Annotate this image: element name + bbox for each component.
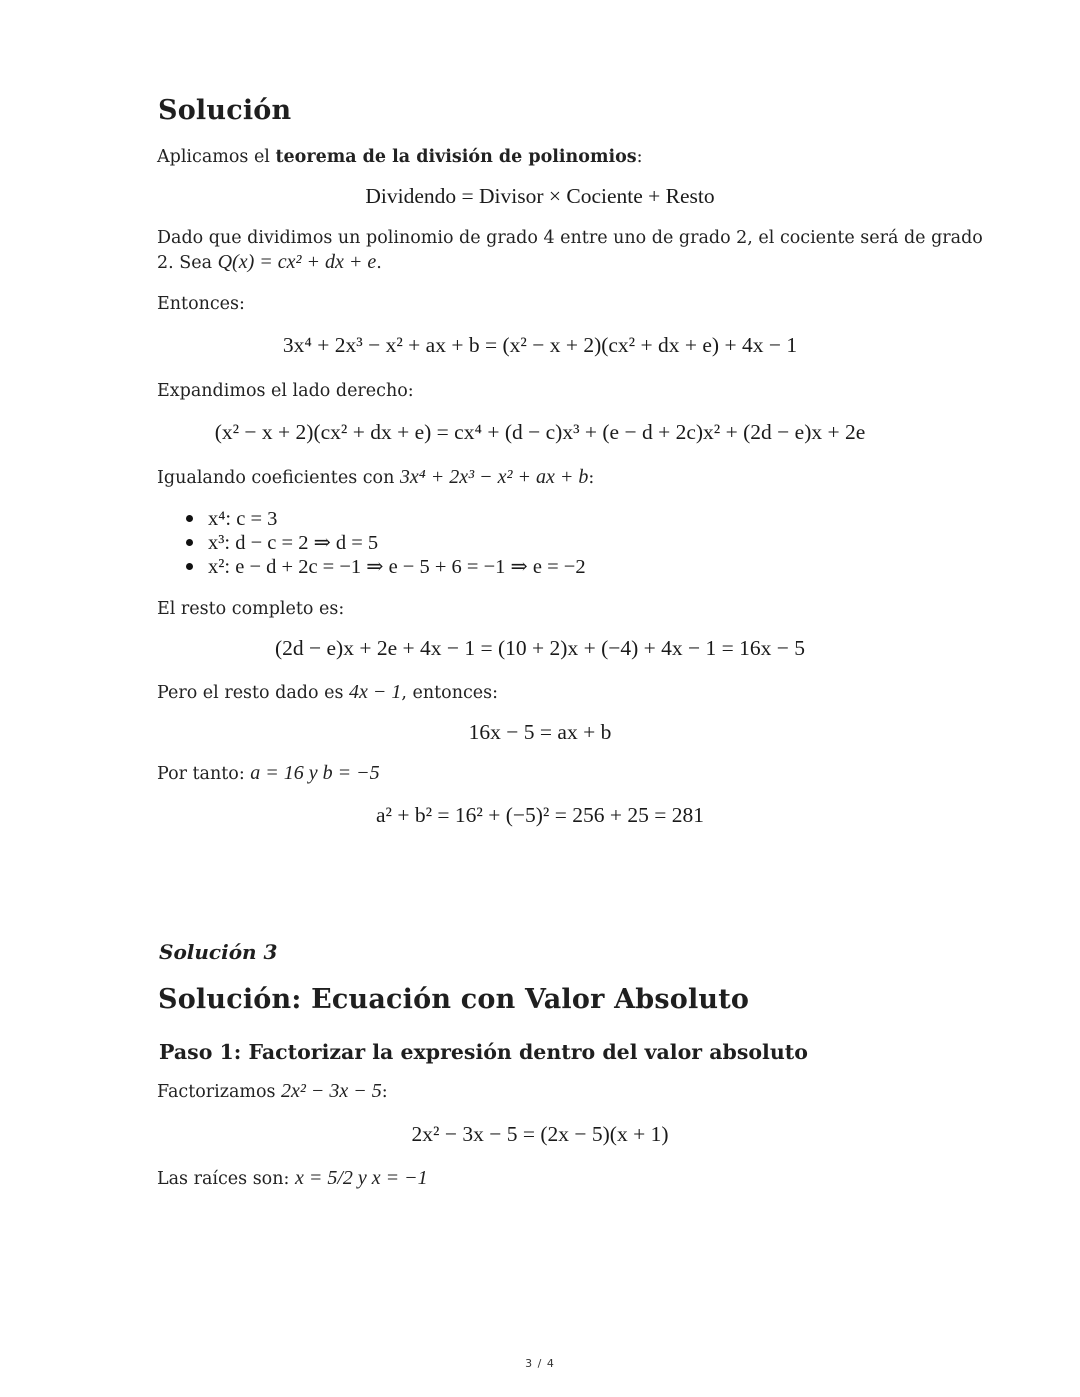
intro-paragraph <box>157 145 643 170</box>
resto-label: El resto completo es: <box>157 599 345 619</box>
paso-1-heading: Paso 1: Factorizar la expresión dentro del valor absoluto <box>159 1040 808 1064</box>
entonces-label: Entonces: <box>157 294 245 314</box>
pero-math: 4x − 1 <box>349 681 402 703</box>
bullet-dot-icon <box>186 563 193 570</box>
factorizamos-math: 2x² − 3x − 5 <box>281 1080 382 1102</box>
raices-paragraph <box>157 1166 428 1192</box>
igualando-math: 3x⁴ + 2x³ − x² + ax + b <box>399 466 589 488</box>
pero-end: , entonces: <box>401 683 499 703</box>
list-item <box>186 531 586 555</box>
expansion-equation: (x² − x + 2)(cx² + dx + e) = cx⁴ + (d − c)x³ + (e − d + 2c)x² + (2d − e)x + 2e <box>214 420 866 444</box>
igualando-colon: : <box>588 468 595 488</box>
coefficient-list <box>186 507 586 579</box>
intro-text: Aplicamos el <box>157 147 276 167</box>
factorizamos-text: Factorizamos <box>157 1082 282 1102</box>
dado-line2-text: 2. Sea <box>157 253 218 273</box>
portanto-math: a = 16 y b = −5 <box>250 762 380 784</box>
intro-bold-text: teorema de la división de polinomios <box>275 147 637 167</box>
portanto-paragraph <box>157 761 380 787</box>
factorizamos-paragraph <box>157 1079 388 1105</box>
coefficient-x4: x⁴: c = 3 <box>208 508 278 530</box>
igualando-paragraph <box>157 465 594 491</box>
dado-paragraph-line2 <box>157 250 382 276</box>
coefficient-x2: x²: e − d + 2c = −1 ⇒ e − 5 + 6 = −1 ⇒ e = −2 <box>208 556 586 578</box>
raices-text: Las raíces son: <box>157 1169 295 1189</box>
pero-text: Pero el resto dado es <box>157 683 349 703</box>
dado-paragraph-line1: Dado que dividimos un polinomio de grado 4 entre uno de grado 2, el cociente será de grado <box>157 228 983 248</box>
resto-equation: (2d − e)x + 2e + 4x − 1 = (10 + 2)x + (−4) + 4x − 1 = 16x − 5 <box>274 636 806 660</box>
solucion-heading: Solución <box>158 95 292 126</box>
ab-equation: 16x − 5 = ax + b <box>468 720 612 744</box>
list-item <box>186 555 586 579</box>
list-item <box>186 507 586 531</box>
solucion-3-heading: Solución 3 <box>159 940 278 964</box>
dado-period: . <box>376 253 382 273</box>
intro-colon: : <box>636 147 643 167</box>
factorization-equation: 2x² − 3x − 5 = (2x − 5)(x + 1) <box>411 1122 669 1146</box>
division-theorem-equation: Dividendo = Divisor × Cociente + Resto <box>365 184 715 208</box>
main-identity-equation <box>0 333 1080 358</box>
valor-absoluto-heading: Solución: Ecuación con Valor Absoluto <box>158 984 750 1015</box>
bullet-dot-icon <box>186 515 193 522</box>
expandimos-label: Expandimos el lado derecho: <box>157 381 414 401</box>
factorizamos-colon: : <box>381 1082 388 1102</box>
coefficient-x3: x³: d − c = 2 ⇒ d = 5 <box>208 532 379 554</box>
igualando-text: Igualando coeficientes con <box>157 468 400 488</box>
portanto-text: Por tanto: <box>157 764 251 784</box>
page-number: 3 / 4 <box>525 1357 555 1370</box>
final-result-equation: a² + b² = 16² + (−5)² = 256 + 25 = 281 <box>375 803 705 827</box>
main-identity-text: 3x⁴ + 2x³ − x² + ax + b = (x² − x + 2)(cx² + dx + e) + 4x − 1 <box>282 333 798 357</box>
raices-math: x = 5/2 y x = −1 <box>294 1167 428 1189</box>
quotient-definition-math: Q(x) = cx² + dx + e <box>217 251 377 273</box>
bullet-dot-icon <box>186 539 193 546</box>
pero-paragraph <box>157 680 498 706</box>
